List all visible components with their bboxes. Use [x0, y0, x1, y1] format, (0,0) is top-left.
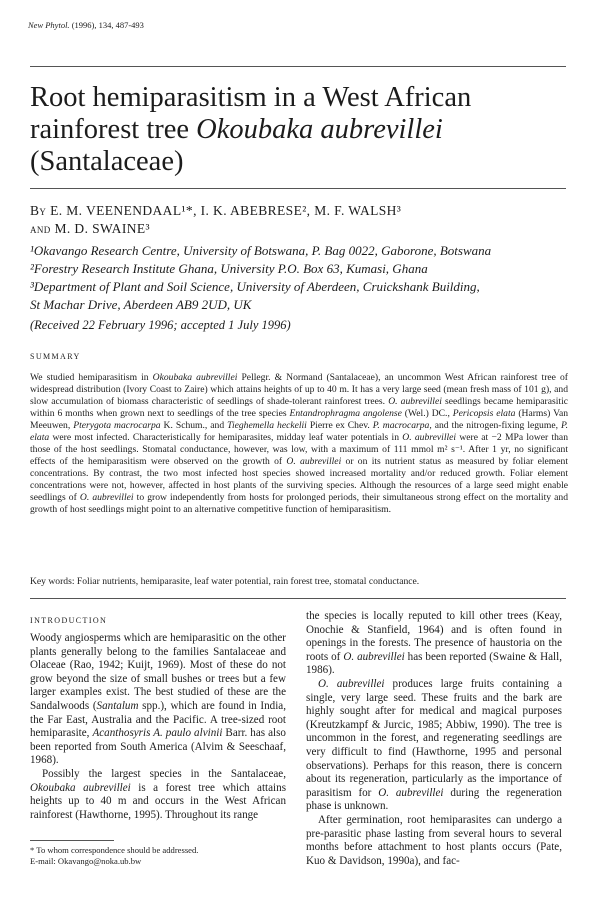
journal-citation: [28, 20, 144, 30]
body-right-column: [306, 610, 562, 868]
affiliation-1: ¹Okavango Research Centre, University of Botswana, P. Bag 0022, Gaborone, Botswana: [30, 243, 492, 258]
title-line-3: (Santalaceae): [30, 146, 184, 177]
title-line-2: rainforest tree Okoubaka aubrevillei: [30, 114, 443, 145]
journal-volume: (1996), 134, 487-493: [71, 20, 144, 30]
title-species: Okoubaka aubrevillei: [196, 114, 443, 145]
affiliation-3: ³Department of Plant and Soil Science, University of Aberdeen, Cruickshank Building,: [30, 279, 480, 294]
footnote-rule: [30, 840, 114, 841]
intro-paragraph-2-cont: the species is locally reputed to kill other trees (Keay, Onochie & Stanfield, 1964) and is often found in openings in the forests. The presence of haustoria on the roots of O. aubrevillei has been reported (Swaine & Hall, 1986).: [306, 610, 562, 677]
journal-name: New Phytol.: [28, 20, 70, 30]
author-list: By E. M. VEENENDAAL¹*, I. K. ABEBRESE², M. F. WALSH³ and M. D. SWAINE³: [30, 203, 402, 236]
introduction-heading: INTRODUCTION: [30, 616, 108, 625]
intro-paragraph-2: Possibly the largest species in the Santalaceae, Okoubaka aubrevillei is a forest tree which attains heights up to 40 m and occurs in the West African rainforest (Hawthorne, 1995). Throughout its range: [30, 767, 287, 821]
summary-text: We studied hemiparasitism in Okoubaka aubrevillei Pellegr. & Normand (Santalaceae), an uncommon West African rainforest tree of widespread distribution (Ivory Coast to Zaire) which attains heights of up to 40 m. It has a very large seed (mean fresh mass of 101 g), and slow accumulation of biomass characteristic of seedlings of shade-tolerant rainforest trees. O. aubrevillei seedlings became hemiparasitic within 6 months when grown next to seedlings of the tree species Entandrophragma angolense (Wel.) DC., Pericopsis elata (Harms) Van Meeuwen, Pterygota macrocarpa K. Schum., and Tieghemella heckelii Pierre ex Chev. P. macrocarpa, and the nitrogen-fixing legume, P. elata were most infected. Characteristically for hemiparasites, midday leaf water potentials in O. aubrevillei were at −2 MPa lower than those of the host seedlings. Stomatal conductance, however, was low, with a maximum of 111 mmol m² s⁻¹. After 1 yr, no significant effects of the hemiparasitism were observed on the growth of O. aubrevillei or on its nutrient status as measured by foliar element concentrations. By contrast, the two most infected host species showed increased mortality and/or reduced growth. Foliar element concentrations were not, however, affected in host plants of the surviving species. Although the resources of a large seed might enable seedlings of O. aubrevillei to grow independently from hosts for prolonged periods, their simultaneous strong effect on the mortality and growth of host seedlings might point to an alternative competitive function of hemiparasitism.: [30, 372, 568, 515]
received-dates: (Received 22 February 1996; accepted 1 July 1996): [30, 318, 291, 332]
title-top-rule: [30, 66, 566, 67]
title-bottom-rule: [30, 188, 566, 189]
affiliation-2: ²Forestry Research Institute Ghana, University P.O. Box 63, Kumasi, Ghana: [30, 261, 428, 276]
summary-heading: SUMMARY: [30, 352, 81, 361]
footnote: * To whom correspondence should be addressed. E-mail: Okavango@noka.ub.bw: [30, 845, 199, 866]
intro-paragraph-4: After germination, root hemiparasites can undergo a pre-parasitic phase lasting from several hours to several months before attachment to host plants occurs (Pate, Kuo & Davidson, 1990a), and fac-: [306, 813, 562, 867]
affiliation-3-cont: St Machar Drive, Aberdeen AB9 2UD, UK: [30, 297, 252, 312]
body-left-column: [30, 632, 286, 822]
article-title: [30, 82, 550, 178]
intro-paragraph-3: O. aubrevillei produces large fruits containing a single, very large seed. These fruits and the bark are highly sought after for medical and magical purposes (Kreutzkampf & Jurcic, 1985; Abbiw, 1990). The tree is uncommon in the forest, and regenerating seedlings are very difficult to find (Hawthorne, 1995 and personal observations). Perhaps for this reason, there is concern about its regeneration, particularly as the importance of parasitism for O. aubrevillei during the regeneration phase is unknown.: [306, 677, 562, 813]
correspondence-email: E-mail: Okavango@noka.ub.bw: [30, 856, 142, 866]
keywords: Key words: Foliar nutrients, hemiparasite, leaf water potential, rain forest tree, stomatal conductance.: [30, 576, 420, 587]
title-line-1: Root hemiparasitism in a West African: [30, 82, 472, 113]
intro-paragraph-1: Woody angiosperms which are hemiparasitic on the other plants generally belong to the families Santalaceae and Olaceae (Rao, 1942; Kuijt, 1969). Most of these do not grow beyond the size of small bushes or trees but a few larger examples exist. The best studied of these are the Sandalwoods (Santalum spp.), which are found in India, the Far East, Australia and the Pacific. A tree-sized root hemiparasite, Acanthosyris A. paulo alvinii Barr. has also been reported from South America (Alvim & Seeschaaf, 1968).: [30, 632, 286, 767]
section-rule: [30, 598, 566, 599]
